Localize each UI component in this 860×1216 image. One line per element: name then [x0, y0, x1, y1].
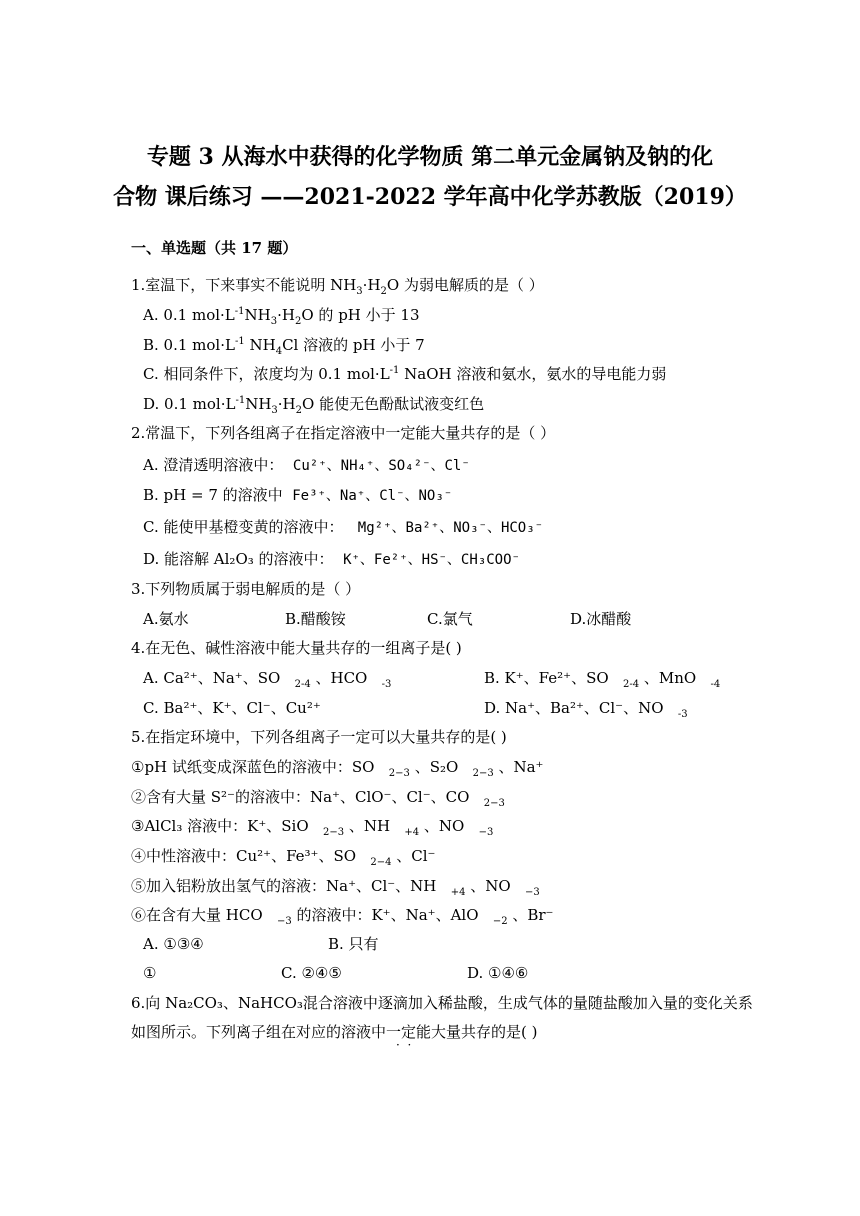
question-5-item-1: ①pH 试纸变成深蓝色的溶液中：SO $_{2-3}$ 、S₂O $_{2-3}$ 、Na⁺	[131, 758, 544, 779]
question-1-option-d: D. 0.1 $mol\cdot L^{-1}NH_3\cdot H_2O$ 能使无色酚酞试液变红色	[143, 395, 485, 416]
question-5-option-d: D. ①④⑥	[467, 964, 529, 982]
question-5-option-b-continued: ①	[143, 964, 157, 982]
question-3-option-c: C.氯气	[427, 610, 473, 628]
question-4-stem: 4.在无色、碱性溶液中能大量共存的一组离子是( )	[131, 639, 462, 657]
question-4-option-a: A. Ca²⁺、Na⁺、SO $_{2-4}$ 、HCO $_{-3}$	[143, 669, 392, 690]
question-2-option-c: C. 能使甲基橙变黄的溶液中： Mg²⁺、Ba²⁺、NO₃⁻、HCO₃⁻	[143, 518, 544, 536]
question-2-option-a: A. 澄清透明溶液中： Cu²⁺、NH₄⁺、SO₄²⁻、Cl⁻	[143, 456, 470, 474]
question-3-option-b: B.醋酸铵	[285, 610, 346, 628]
question-1-stem: 1.室温下，下来事实不能说明 $NH_3\cdot H_2O$ 为弱电解质的是（ ）	[131, 276, 544, 297]
question-5-item-4: ④中性溶液中：Cu²⁺、Fe³⁺、SO $_{2-4}$ 、Cl⁻	[131, 847, 436, 868]
section-heading: 一、单选题（共 17 题）	[131, 239, 298, 257]
question-2-option-d: D. 能溶解 Al₂O₃ 的溶液中： K⁺、Fe²⁺、HS⁻、CH₃COO⁻	[143, 550, 520, 568]
question-5-stem: 5.在指定环境中，下列各组离子一定可以大量共存的是( )	[131, 728, 507, 746]
question-5-option-a: A. ①③④	[143, 935, 204, 953]
question-4-option-b: B. K⁺、Fe²⁺、SO $_{2-4}$ 、MnO $_{-4}$	[484, 669, 721, 690]
question-3-option-d: D.冰醋酸	[570, 610, 632, 628]
question-5-option-c: C. ②④⑤	[281, 964, 342, 982]
question-4-option-c: C. Ba²⁺、K⁺、Cl⁻、Cu²⁺	[143, 699, 321, 717]
question-2-option-b: B. pH = 7 的溶液中 Fe³⁺、Na⁺、Cl⁻、NO₃⁻	[143, 486, 453, 504]
question-5-item-6: ⑥在含有大量 HCO $_{-3}$ 的溶液中：K⁺、Na⁺、AlO $_{-2}$ 、Br⁻	[131, 906, 554, 927]
question-6-stem-line-1: 6.向 Na₂CO₃、NaHCO₃混合溶液中逐滴加入稀盐酸，生成气体的量随盐酸加入量的变化关系	[131, 994, 753, 1012]
question-5-option-b: B. 只有	[328, 935, 379, 953]
document-title-line-1: 专题 3 从海水中获得的化学物质 第二单元金属钠及钠的化	[146, 144, 714, 170]
question-6-stem-line-2: 如图所示。下列离子组在对应的溶液中一定能大量共存的是( )	[131, 1023, 538, 1041]
emphasis-dots: · ·	[396, 1038, 412, 1052]
question-4-option-d: D. Na⁺、Ba²⁺、Cl⁻、NO $_{-3}$	[484, 699, 688, 720]
question-5-item-3: ③AlCl₃ 溶液中：K⁺、SiO $_{2-3}$ 、NH $_{+4}$ 、NO $_{-3}$	[131, 817, 494, 838]
question-1-option-a: A. 0.1 $mol\cdot L^{-1}NH_3\cdot H_2O$ 的 pH 小于 13	[143, 306, 420, 327]
document-title-line-2: 合物 课后练习 ——2021-2022 学年高中化学苏教版（2019）	[113, 184, 747, 210]
question-1-option-c: C. 相同条件下，浓度均为 0.1 $mol\cdot L^{-1}$ NaOH 溶液和氨水，氨水的导电能力弱	[143, 365, 667, 383]
question-3-stem: 3.下列物质属于弱电解质的是（ ）	[131, 580, 361, 598]
question-2-stem: 2.常温下，下列各组离子在指定溶液中一定能大量共存的是（ ）	[131, 424, 556, 442]
question-3-option-a: A.氨水	[143, 610, 189, 628]
question-5-item-5: ⑤加入铝粉放出氢气的溶液：Na⁺、Cl⁻、NH $_{+4}$ 、NO $_{-3}$	[131, 877, 540, 898]
question-1-option-b: B. 0.1 $mol\cdot L^{-1}$ $NH_4Cl$ 溶液的 pH 小于 7	[143, 336, 425, 357]
question-5-item-2: ②含有大量 S²⁻的溶液中：Na⁺、ClO⁻、Cl⁻、CO $_{2-3}$	[131, 788, 505, 809]
